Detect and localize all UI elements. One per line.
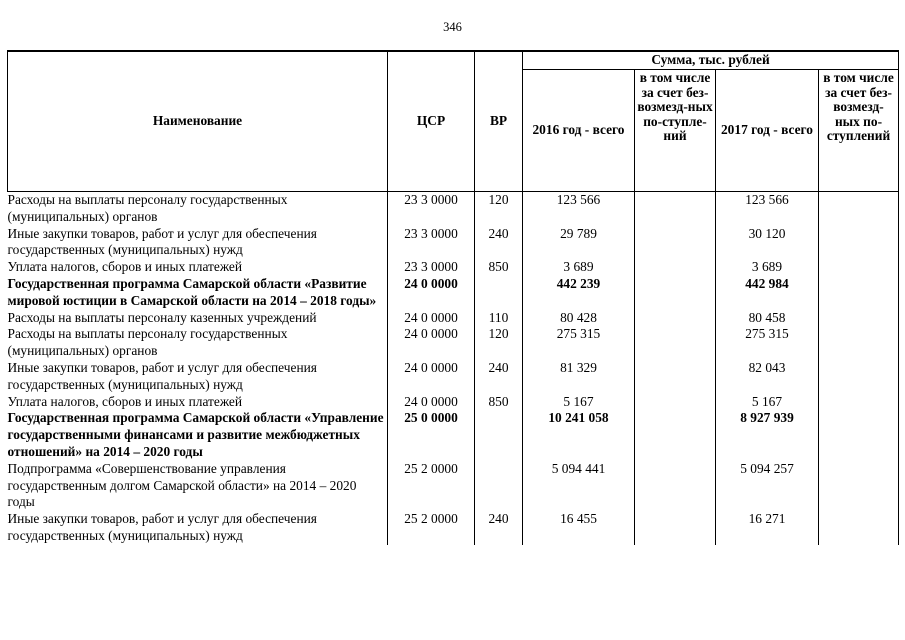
row-2017-total: 8 927 939 bbox=[716, 410, 819, 460]
table-row bbox=[8, 192, 899, 226]
row-2017-free bbox=[819, 410, 899, 460]
row-2017-total: 442 984 bbox=[716, 276, 819, 310]
row-2016-free bbox=[635, 461, 716, 511]
row-name: Расходы на выплаты персоналу государственных (муниципальных) органов bbox=[8, 326, 388, 360]
table-row bbox=[8, 511, 899, 545]
row-2016-free bbox=[635, 511, 716, 545]
row-2016-total: 3 689 bbox=[523, 259, 635, 276]
budget-table bbox=[7, 50, 899, 545]
page-number: 346 bbox=[443, 20, 462, 34]
row-name: Иные закупки товаров, работ и услуг для обеспечения государственных (муниципальных) нужд bbox=[8, 511, 388, 545]
table-row bbox=[8, 394, 899, 411]
table-row bbox=[8, 326, 899, 360]
row-2016-total: 80 428 bbox=[523, 310, 635, 327]
row-2016-total: 81 329 bbox=[523, 360, 635, 394]
header-sum-group: Сумма, тыс. рублей bbox=[523, 51, 899, 70]
row-2017-total: 82 043 bbox=[716, 360, 819, 394]
header-2017-total: 2017 год - всего bbox=[716, 70, 819, 192]
row-2017-total: 3 689 bbox=[716, 259, 819, 276]
row-2016-total: 16 455 bbox=[523, 511, 635, 545]
row-2016-free bbox=[635, 259, 716, 276]
row-2016-free bbox=[635, 192, 716, 226]
row-csr: 24 0 0000 bbox=[388, 326, 475, 360]
table-row bbox=[8, 226, 899, 260]
row-csr: 24 0 0000 bbox=[388, 276, 475, 310]
row-2017-total: 80 458 bbox=[716, 310, 819, 327]
row-vr bbox=[475, 410, 523, 460]
row-2017-free bbox=[819, 326, 899, 360]
row-vr: 240 bbox=[475, 511, 523, 545]
row-2016-free bbox=[635, 410, 716, 460]
row-2017-free bbox=[819, 310, 899, 327]
row-name: Уплата налогов, сборов и иных платежей bbox=[8, 394, 388, 411]
table-row bbox=[8, 360, 899, 394]
row-2016-total: 442 239 bbox=[523, 276, 635, 310]
row-name: Расходы на выплаты персоналу государственных (муниципальных) органов bbox=[8, 192, 388, 226]
row-vr bbox=[475, 461, 523, 511]
row-vr: 240 bbox=[475, 226, 523, 260]
row-csr: 24 0 0000 bbox=[388, 394, 475, 411]
row-2017-free bbox=[819, 461, 899, 511]
row-csr: 25 0 0000 bbox=[388, 410, 475, 460]
row-vr: 850 bbox=[475, 394, 523, 411]
row-2017-total: 5 167 bbox=[716, 394, 819, 411]
row-name: Уплата налогов, сборов и иных платежей bbox=[8, 259, 388, 276]
row-2017-total: 275 315 bbox=[716, 326, 819, 360]
table-row bbox=[8, 276, 899, 310]
row-csr: 25 2 0000 bbox=[388, 461, 475, 511]
table-row bbox=[8, 461, 899, 511]
row-2016-total: 29 789 bbox=[523, 226, 635, 260]
row-2016-total: 5 094 441 bbox=[523, 461, 635, 511]
row-csr: 24 0 0000 bbox=[388, 360, 475, 394]
header-csr: ЦСР bbox=[388, 51, 475, 192]
row-csr: 24 0 0000 bbox=[388, 310, 475, 327]
row-vr: 120 bbox=[475, 192, 523, 226]
table-body bbox=[8, 192, 899, 545]
header-name: Наименование bbox=[8, 51, 388, 192]
row-2016-total: 123 566 bbox=[523, 192, 635, 226]
row-csr: 23 3 0000 bbox=[388, 226, 475, 260]
row-2017-total: 5 094 257 bbox=[716, 461, 819, 511]
row-2017-total: 30 120 bbox=[716, 226, 819, 260]
header-2017-free: в том числе за счет без-возмезд-ных по-ступлений bbox=[819, 70, 899, 192]
row-name: Подпрограмма «Совершенствование управления государственным долгом Самарской области» на 2014 – 2020 годы bbox=[8, 461, 388, 511]
row-csr: 23 3 0000 bbox=[388, 192, 475, 226]
row-2017-free bbox=[819, 259, 899, 276]
row-csr: 25 2 0000 bbox=[388, 511, 475, 545]
row-2017-total: 123 566 bbox=[716, 192, 819, 226]
row-2017-total: 16 271 bbox=[716, 511, 819, 545]
row-2016-free bbox=[635, 276, 716, 310]
row-2016-total: 275 315 bbox=[523, 326, 635, 360]
header-2016-total: 2016 год - всего bbox=[523, 70, 635, 192]
row-2016-free bbox=[635, 360, 716, 394]
row-2017-free bbox=[819, 360, 899, 394]
row-2016-total: 5 167 bbox=[523, 394, 635, 411]
row-vr: 120 bbox=[475, 326, 523, 360]
table-row bbox=[8, 259, 899, 276]
header-2016-free: в том числе за счет без-возмезд-ных по-ступле-ний bbox=[635, 70, 716, 192]
row-2017-free bbox=[819, 226, 899, 260]
row-vr: 850 bbox=[475, 259, 523, 276]
row-vr bbox=[475, 276, 523, 310]
table-row bbox=[8, 410, 899, 460]
row-2017-free bbox=[819, 192, 899, 226]
header-vr: ВР bbox=[475, 51, 523, 192]
row-2016-free bbox=[635, 310, 716, 327]
row-2016-total: 10 241 058 bbox=[523, 410, 635, 460]
row-vr: 240 bbox=[475, 360, 523, 394]
row-2017-free bbox=[819, 511, 899, 545]
row-name: Государственная программа Самарской области «Развитие мировой юстиции в Самарской области на 2014 – 2018 годы» bbox=[8, 276, 388, 310]
row-name: Государственная программа Самарской области «Управление государственными финансами и развитие межбюджетных отношений» на 2014 – 2020 годы bbox=[8, 410, 388, 460]
row-name: Иные закупки товаров, работ и услуг для обеспечения государственных (муниципальных) нужд bbox=[8, 226, 388, 260]
row-vr: 110 bbox=[475, 310, 523, 327]
row-2017-free bbox=[819, 276, 899, 310]
row-name: Расходы на выплаты персоналу казенных учреждений bbox=[8, 310, 388, 327]
row-2017-free bbox=[819, 394, 899, 411]
row-2016-free bbox=[635, 394, 716, 411]
row-2016-free bbox=[635, 226, 716, 260]
row-name: Иные закупки товаров, работ и услуг для обеспечения государственных (муниципальных) нужд bbox=[8, 360, 388, 394]
row-2016-free bbox=[635, 326, 716, 360]
row-csr: 23 3 0000 bbox=[388, 259, 475, 276]
table-row bbox=[8, 310, 899, 327]
